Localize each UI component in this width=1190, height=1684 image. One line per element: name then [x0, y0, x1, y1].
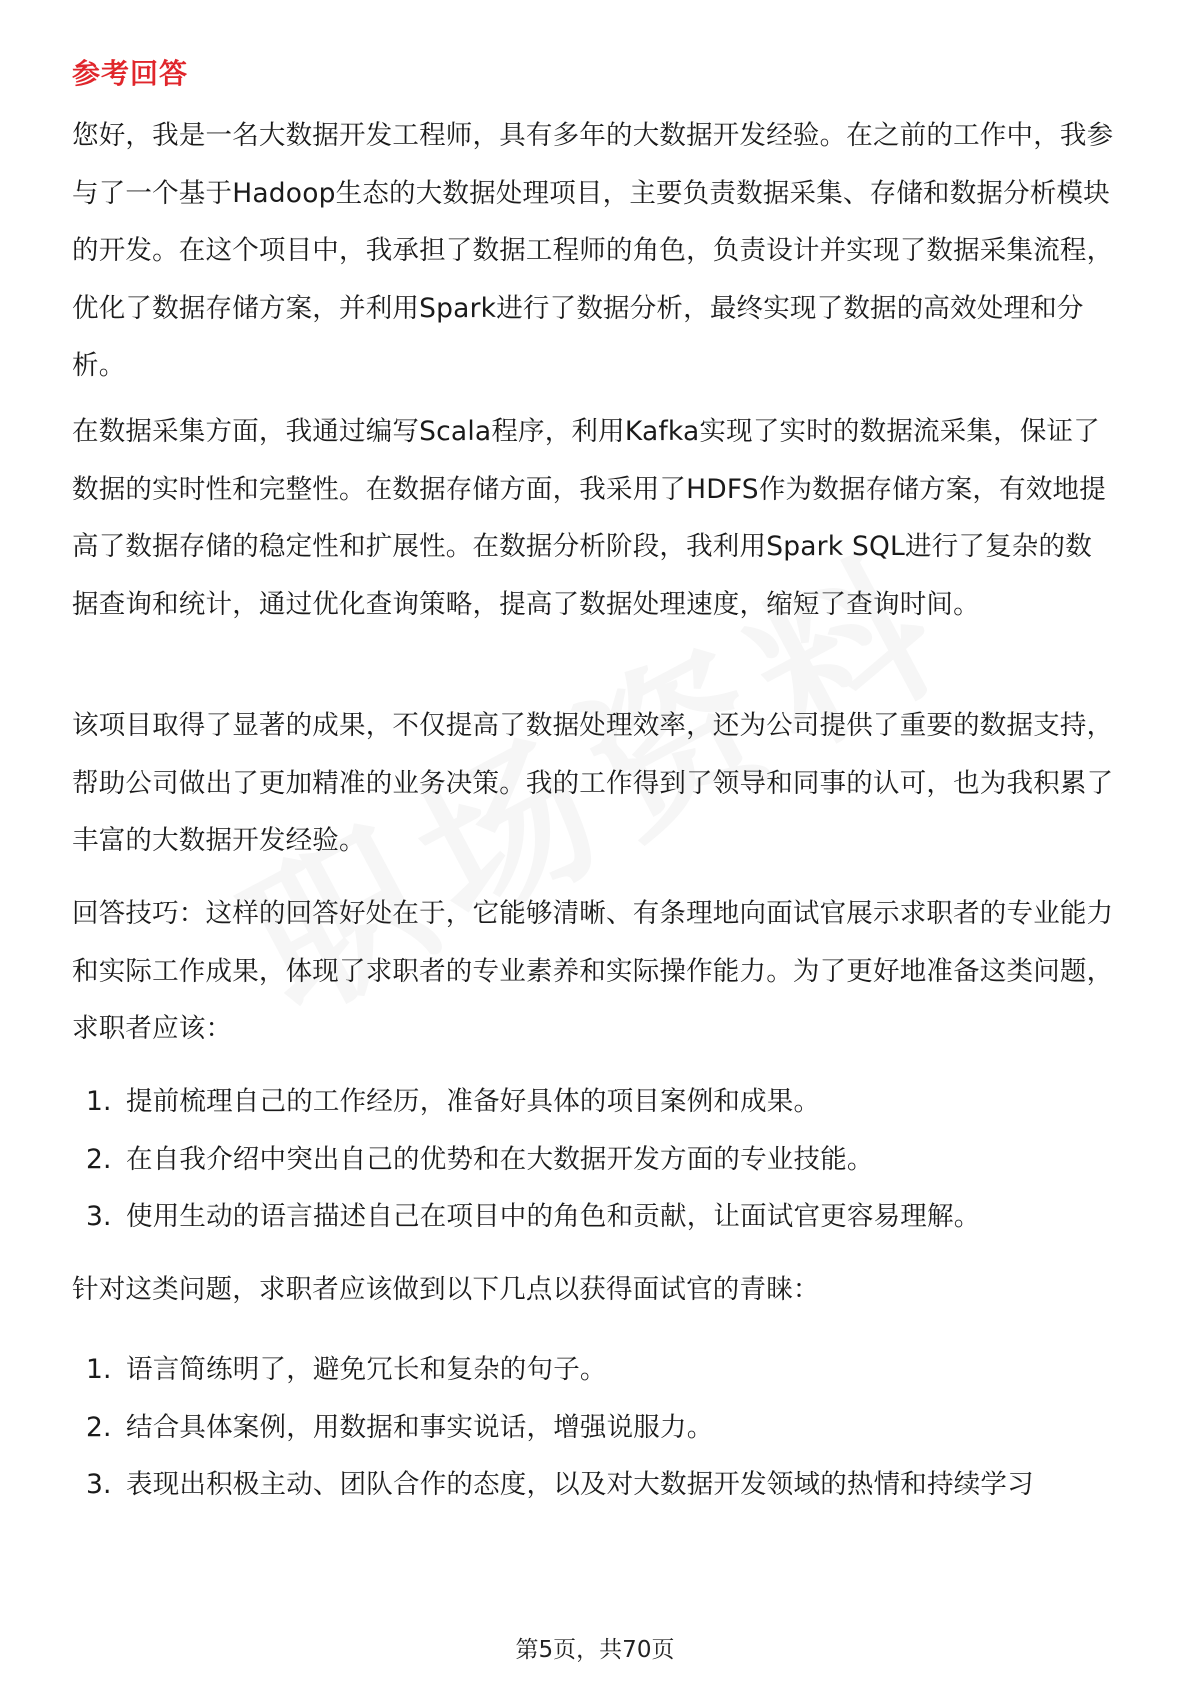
paragraph-results: 该项目取得了显著的成果，不仅提高了数据处理效率，还为公司提供了重要的数据支持，帮助公司做出了更加精准的业务决策。我的工作得到了领导和同事的认可，也为我积累了丰富的大数据开发经验。: [72, 710, 1114, 856]
list-item: [72, 1188, 1118, 1246]
paragraph-advice-intro: 针对这类问题，求职者应该做到以下几点以获得面试官的青睐：: [72, 1274, 820, 1305]
list-text: 在自我介绍中突出自己的优势和在大数据开发方面的专业技能。: [126, 1143, 874, 1175]
list-number: 1.: [86, 1086, 112, 1117]
list-item: [72, 1341, 1118, 1399]
list-number: 3.: [86, 1201, 112, 1232]
paragraph-tips: 回答技巧：这样的回答好处在于，它能够清晰、有条理地向面试官展示求职者的专业能力和实际工作成果，体现了求职者的专业素养和实际操作能力。为了更好地准备这类问题，求职者应该：: [72, 898, 1114, 1044]
list-item: [72, 1131, 1118, 1189]
list-text: 提前梳理自己的工作经历，准备好具体的项目案例和成果。: [126, 1086, 821, 1117]
advice-list: [72, 1341, 1118, 1514]
section-heading: 参考回答: [72, 57, 189, 90]
list-number: 3.: [86, 1469, 112, 1500]
prep-list: [72, 1073, 1118, 1246]
list-item: [72, 1073, 1118, 1131]
list-item: [72, 1456, 1118, 1514]
list-number: 2.: [86, 1411, 112, 1443]
paragraph-data-collection: 在数据采集方面，我通过编写Scala程序，利用Kafka实现了实时的数据流采集，保证了数据的实时性和完整性。在数据存储方面，我采用了HDFS作为数据存储方案，有效地提高了数据存储的稳定性和扩展性。在数据分析阶段，我利用Spark SQL进行了复杂的数据查询和统计，通过优化查询策略，提高了数据处理速度，缩短了查询时间。: [72, 416, 1106, 620]
paragraph-intro: 您好，我是一名大数据开发工程师，具有多年的大数据开发经验。在之前的工作中，我参与了一个基于Hadoop生态的大数据处理项目，主要负责数据采集、存储和数据分析模块的开发。在这个项目中，我承担了数据工程师的角色，负责设计并实现了数据采集流程，优化了数据存储方案，并利用Spark进行了数据分析，最终实现了数据的高效处理和分析。: [72, 120, 1114, 381]
list-text: 使用生动的语言描述自己在项目中的角色和贡献，让面试官更容易理解。: [126, 1201, 981, 1232]
list-text: 结合具体案例，用数据和事实说话，增强说服力。: [126, 1411, 714, 1443]
list-item: [72, 1399, 1118, 1457]
page-footer: 第5页，共70页: [515, 1637, 675, 1663]
list-text: 表现出积极主动、团队合作的态度，以及对大数据开发领域的热情和持续学习: [126, 1469, 1034, 1500]
list-number: 2.: [86, 1143, 112, 1175]
list-text: 语言简练明了，避免冗长和复杂的句子。: [126, 1354, 607, 1385]
list-number: 1.: [86, 1354, 112, 1385]
